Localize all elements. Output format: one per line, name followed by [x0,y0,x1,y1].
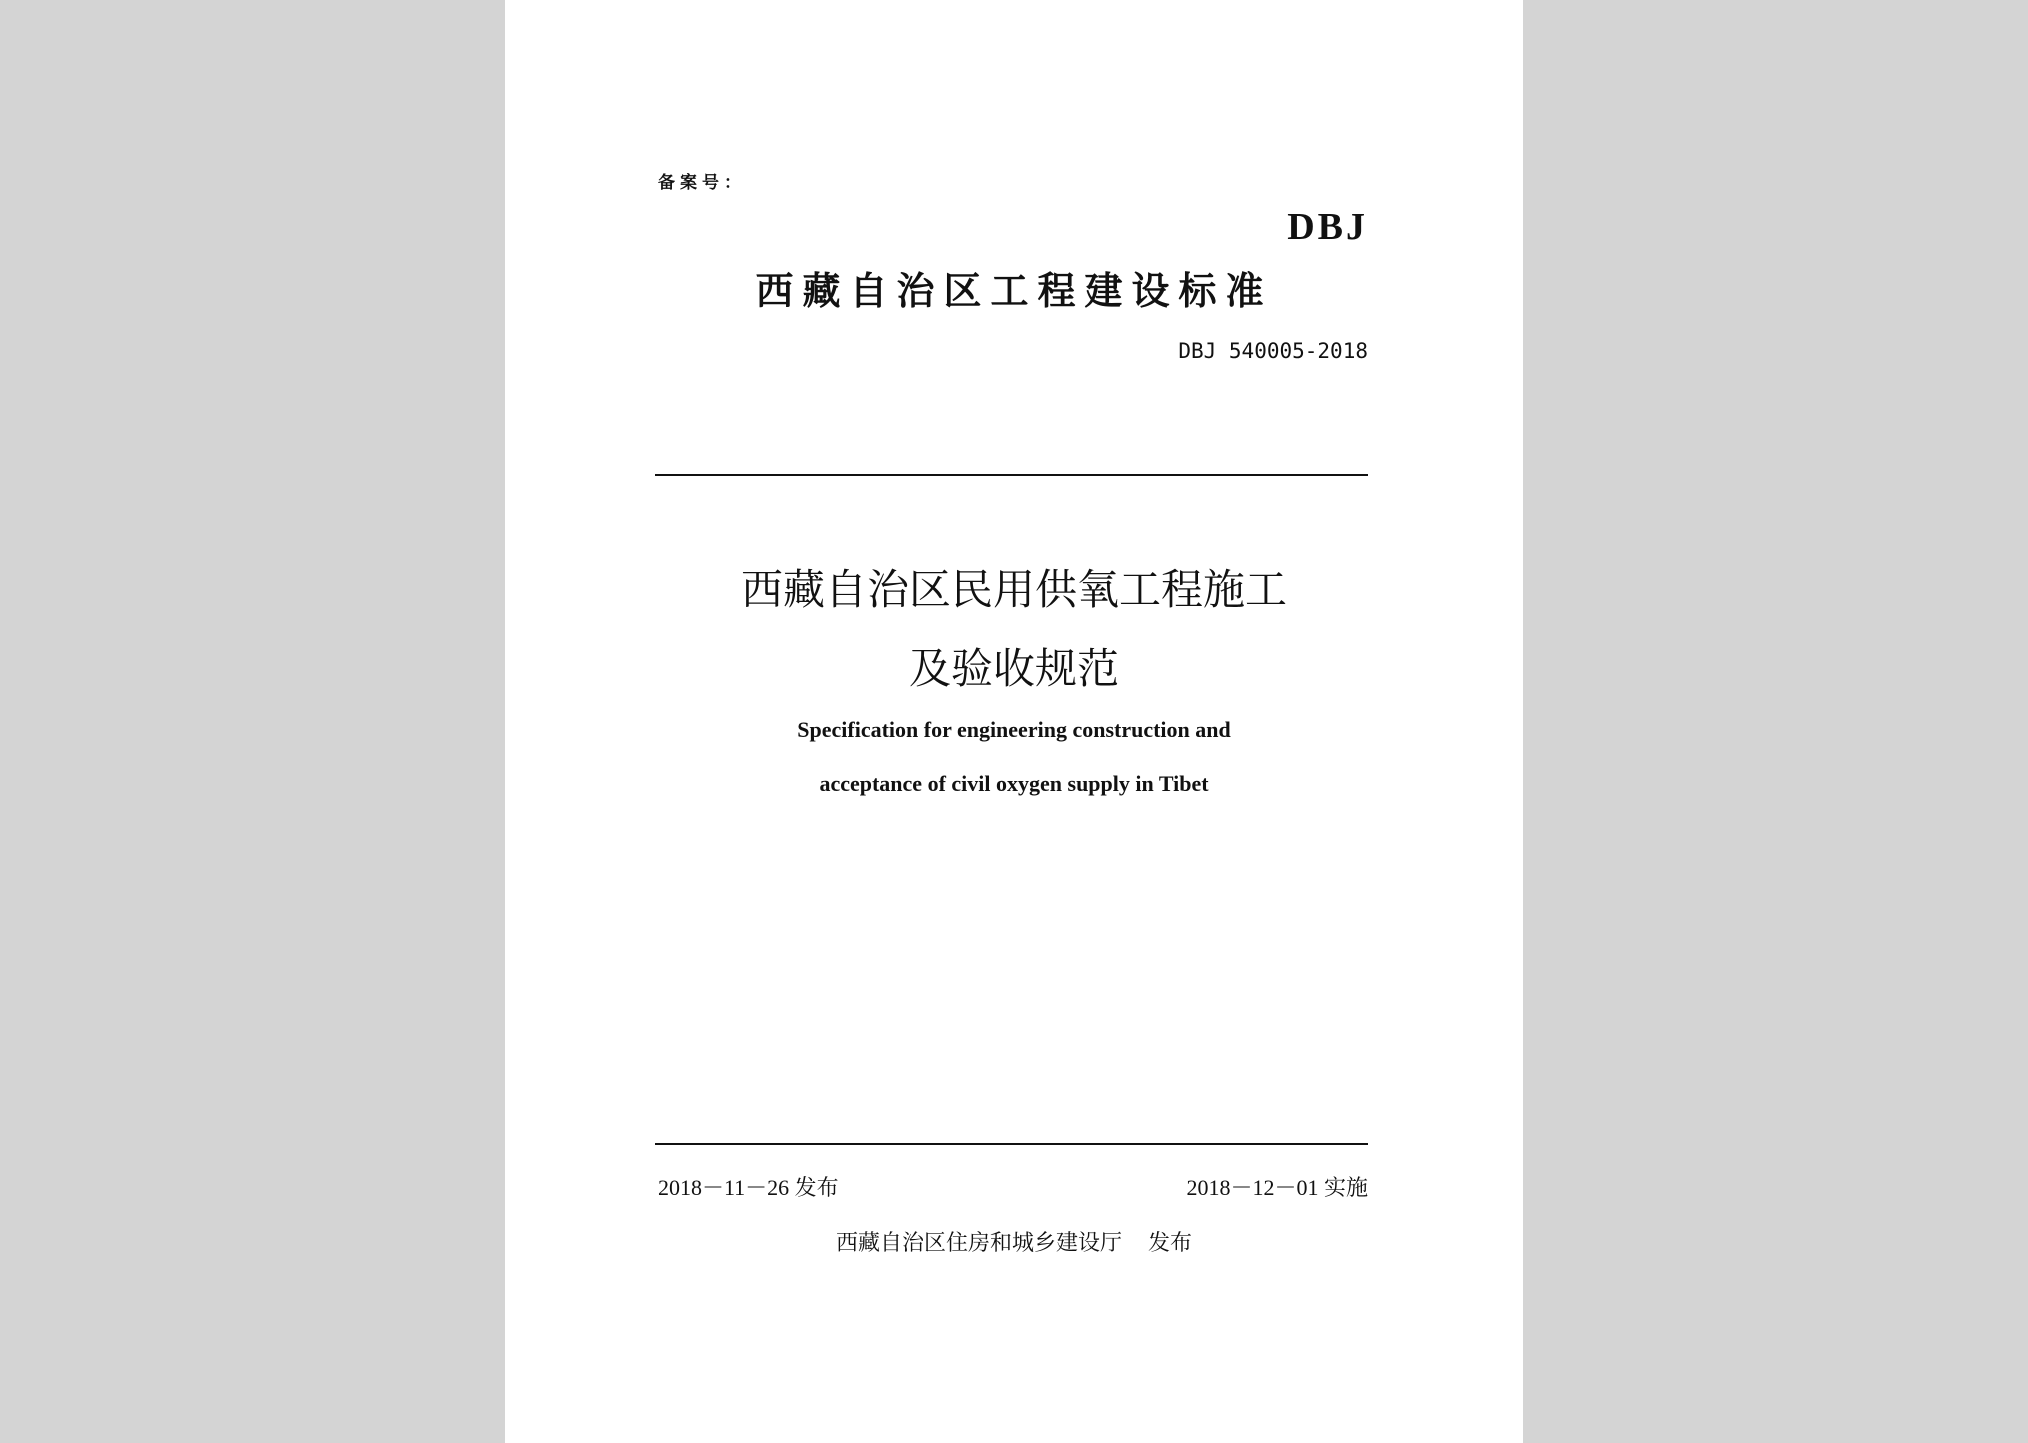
publisher-name: 西藏自治区住房和城乡建设厅 [835,1231,1122,1256]
top-divider [655,474,1368,476]
standard-category: 西藏自治区工程建设标准 [755,269,1273,313]
title-en-line-1: Specification for engineering construction and [797,717,1231,742]
standard-type: DBJ [1287,206,1368,248]
standard-number: DBJ 540005-2018 [1178,339,1368,363]
publisher-action: 发布 [1148,1231,1193,1256]
issue-date: 2018－11－26 发布 [658,1175,839,1200]
title-cn-line-2: 及验收规范 [908,644,1119,693]
publisher-line [505,1226,1523,1257]
bottom-divider [655,1143,1368,1145]
title-en-line-2: acceptance of civil oxygen supply in Tibet [819,771,1209,796]
effective-date: 2018－12－01 实施 [1186,1175,1368,1200]
record-number-label: 备案号： [658,173,746,193]
title-cn-line-1: 西藏自治区民用供氧工程施工 [740,565,1287,614]
cover-page [505,0,1523,1443]
